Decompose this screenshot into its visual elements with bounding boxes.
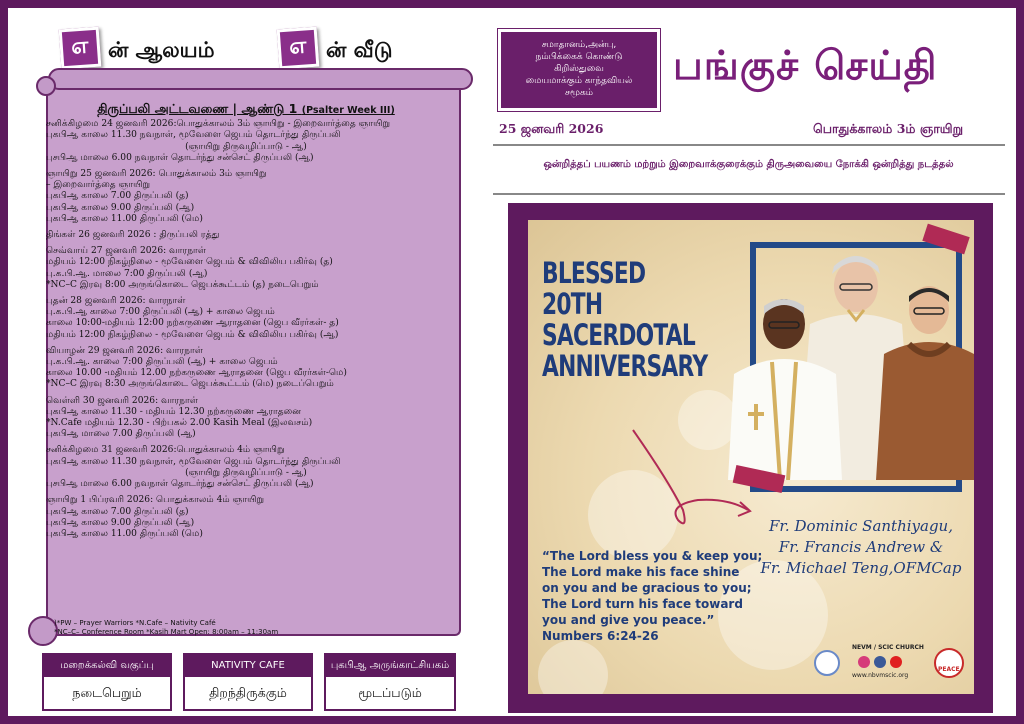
schedule-line: – இறைவார்த்தை ஞாயிறு (46, 180, 151, 191)
schedule-line: திங்கள் 26 ஜனவரி 2026 : திருப்பலி ரத்து (46, 230, 220, 241)
schedule-footnotes (54, 619, 414, 637)
schedule-line: புசபிஆ மாலை 6.00 நவநாள் தொடர்ந்து சன்செட் திருப்பலி (ஆ) (46, 479, 314, 490)
facebook-icon (874, 656, 886, 668)
instagram-icon (858, 656, 870, 668)
newsletter-title: பங்குச் செய்தி (673, 43, 938, 89)
left-header (50, 26, 470, 74)
priests-photo (724, 244, 974, 480)
museum-box (324, 653, 456, 711)
liturgical-sunday: பொதுக்காலம் 3ம் ஞாயிறு (813, 121, 964, 136)
cafe-box-header: NATIVITY CAFE (185, 655, 311, 677)
website-text: www.nbvmscic.org (852, 672, 909, 679)
schedule-day-block (46, 396, 446, 441)
cafe-box-value: திறந்திருக்கும் (209, 685, 287, 700)
schedule-line: புகபிஆ காலை 11.30 - மதியம் 12.30 நற்கருணை ஆராதனை (46, 406, 302, 417)
catechism-box-value: நடைபெறும் (72, 685, 142, 700)
schedule-day-block (46, 246, 446, 291)
divider (493, 144, 1005, 146)
divider (493, 193, 1005, 195)
priest-names: Fr. Dominic Santhiyagu, Fr. Francis Andrew & Fr. Michael Teng,OFMCap (760, 517, 962, 577)
schedule-line: மதியம் 12:00 நிகழ்நிலை - மூவேளை ஜெபம் & விவிலிய பகிர்வு (த) (46, 257, 333, 268)
parish-motto: சமாதானம்,அன்பு, நம்பிக்கைக் கொண்டு கிறிஸ்துவை மையமாக்கும் காந்தவியல் சமூகம் (498, 29, 660, 111)
peace-logo-icon (934, 648, 964, 678)
anniversary-poster (528, 220, 974, 694)
footnote-line: )*PW – Prayer Warriors *N.Cafe – Nativity Café (54, 619, 216, 627)
schedule-blocks (46, 119, 446, 540)
schedule-line: புகபிஆ காலை 9.00 திருப்பலி (ஆ) (46, 202, 195, 213)
schedule-day-block (46, 296, 446, 341)
issue-date: 25 ஜனவரி 2026 (499, 121, 604, 136)
schedule-line: சனிக்கிழமை 24 ஜனவரி 2026:பொதுக்காலம் 3ம் ஞாயிறு - இறைவார்த்தை ஞாயிறு (46, 119, 391, 130)
schedule-line: புகபிஆ காலை 9.00 திருப்பலி (ஆ) (46, 517, 195, 528)
schedule-line: பு.க.பி.ஆ காலை 7:00 திருப்பலி (ஆ) + காலை ஜெபம் (46, 307, 275, 318)
schedule-line: புகபிஆ மாலை 7.00 திருப்பலி (ஆ) (46, 429, 196, 440)
schedule-line: செவ்வாய் 27 ஜனவரி 2026: வாரநாள் (46, 246, 207, 257)
schedule-line: புகபிஆ காலை 11.00 திருப்பலி (மெ) (46, 528, 203, 539)
synodal-theme: ஒன்றித்தப் பயணம் மற்றும் இறைவாக்குரைக்கும் திருஅவையை நோக்கி ஒன்றித்து நடத்தல் (543, 159, 954, 170)
youtube-icon (890, 656, 902, 668)
schedule-line: *N.Cafe மதியம் 12.30 - பிற்பகல் 2.00 Kasih Meal (இலவசம்) (46, 418, 313, 429)
schedule-day-block (46, 169, 446, 225)
poster-headline: BLESSED 20TH SACERDOTAL ANNIVERSARY (542, 256, 708, 383)
schedule-line: *NC–C இரவு 8:30 அருங்கொடை ஜெபக்கூட்டம் (மெ) நடைப்பெறும் (46, 379, 334, 390)
peace-label: PEACE (938, 666, 960, 673)
schedule-line: வெள்ளி 30 ஜனவரி 2026: வாரநாள் (46, 395, 198, 406)
schedule-line: புகபிஆ காலை 7.00 திருப்பலி (த) (46, 506, 189, 517)
catechism-box (42, 653, 172, 711)
scroll-curl (36, 76, 56, 96)
schedule-line: பு.க.பி.ஆ. காலை 7:00 திருப்பலி (ஆ) + காலை ஜெபம் (46, 357, 278, 368)
schedule-line: புகபிஆ காலை 11.00 திருப்பலி (மெ) (46, 213, 203, 224)
mass-schedule (46, 103, 446, 545)
schedule-line: மதியம் 12:00 நிகழ்நிலை - மூவேளை ஜெபம் & விவிலிய பகிர்வு (ஆ) (46, 329, 339, 340)
schedule-line: காலை 10.00 -மதியம் 12.00 நற்கருணை ஆராதனை (ஜெப வீரர்கள்-மெ) (46, 368, 347, 379)
blessing-verse: “The Lord bless you & keep you; The Lord make his face shine on you and be gracious to you; The Lord turn his face toward you and give you peace.” Numbers 6:24-26 (542, 549, 763, 643)
newsletter-page (8, 8, 1016, 716)
schedule-line: ஞாயிறு 1 பிப்ரவரி 2026: பொதுக்காலம் 4ம் ஞாயிறு (46, 495, 265, 506)
parish-logo-icon (814, 650, 840, 676)
museum-box-header: புகபிஆ அருங்காட்சியகம் (326, 655, 454, 677)
cafe-box (183, 653, 313, 711)
letter-tile-1: எ (59, 27, 102, 70)
schedule-line: ஞாயிறு 25 ஜனவரி 2026: பொதுக்காலம் 3ம் ஞாயிறு (46, 169, 267, 180)
header-word-church: ன் ஆலயம் (108, 38, 215, 62)
schedule-line: புதன் 28 ஜனவரி 2026: வாரநாள் (46, 296, 186, 307)
scroll-top-roll (48, 68, 473, 90)
schedule-line: *NC–C இரவு 8:00 அருங்கொடை ஜெபக்கூட்டம் (த) நடைபெறும் (46, 279, 319, 290)
schedule-line: (ஞாயிறு திருவழிப்பாடு - ஆ) (185, 467, 307, 478)
schedule-line: புகபிஆ காலை 11.30 நவநாள், மூவேளை ஜெபம் தொடர்ந்து திருப்பலி (46, 130, 341, 141)
schedule-line: பு.க.பி.ஆ. மாலை 7:00 திருப்பலி (ஆ) (46, 268, 208, 279)
museum-box-value: மூடப்படும் (358, 685, 422, 700)
header-word-home: ன் வீடு (326, 38, 393, 62)
schedule-line: புகபிஆ காலை 11.30 நவநாள், மூவேளை ஜெபம் தொடர்ந்து திருப்பலி (46, 456, 341, 467)
schedule-day-block (46, 230, 446, 241)
schedule-title: திருப்பலி அட்டவணை | ஆண்டு 1 (Psalter Week III) (97, 101, 395, 116)
church-logos (808, 640, 968, 686)
schedule-day-block (46, 119, 446, 164)
schedule-day-block (46, 495, 446, 540)
letter-tile-2: எ (277, 27, 320, 70)
schedule-line: (ஞாயிறு திருவழிப்பாடு - ஆ) (185, 141, 307, 152)
footnote-line: *NC–C– Conference Room *Kasih Mart Open: 8:00am – 11:30am (54, 628, 279, 636)
schedule-day-block (46, 445, 446, 490)
schedule-day-block (46, 346, 446, 391)
schedule-line: புகபிஆ காலை 7.00 திருப்பலி (த) (46, 191, 189, 202)
church-label: NEVM / SCIC CHURCH (852, 644, 924, 651)
schedule-line: சனிக்கிழமை 31 ஜனவரி 2026:பொதுக்காலம் 4ம் ஞாயிறு (46, 445, 285, 456)
schedule-line: காலை 10:00-மதியம் 12:00 நற்கருணை ஆராதனை (ஜெப வீரர்கள்- த) (46, 318, 339, 329)
bokeh-circle (538, 640, 608, 694)
arrow-icon (628, 420, 758, 540)
schedule-line: வியாழன் 29 ஜனவரி 2026: வாரநாள் (46, 345, 203, 356)
schedule-line: புசபிஆ மாலை 6.00 நவநாள் தொடர்ந்து சன்செட் திருப்பலி (ஆ) (46, 152, 314, 163)
catechism-box-header: மறைக்கல்வி வகுப்பு (44, 655, 170, 677)
